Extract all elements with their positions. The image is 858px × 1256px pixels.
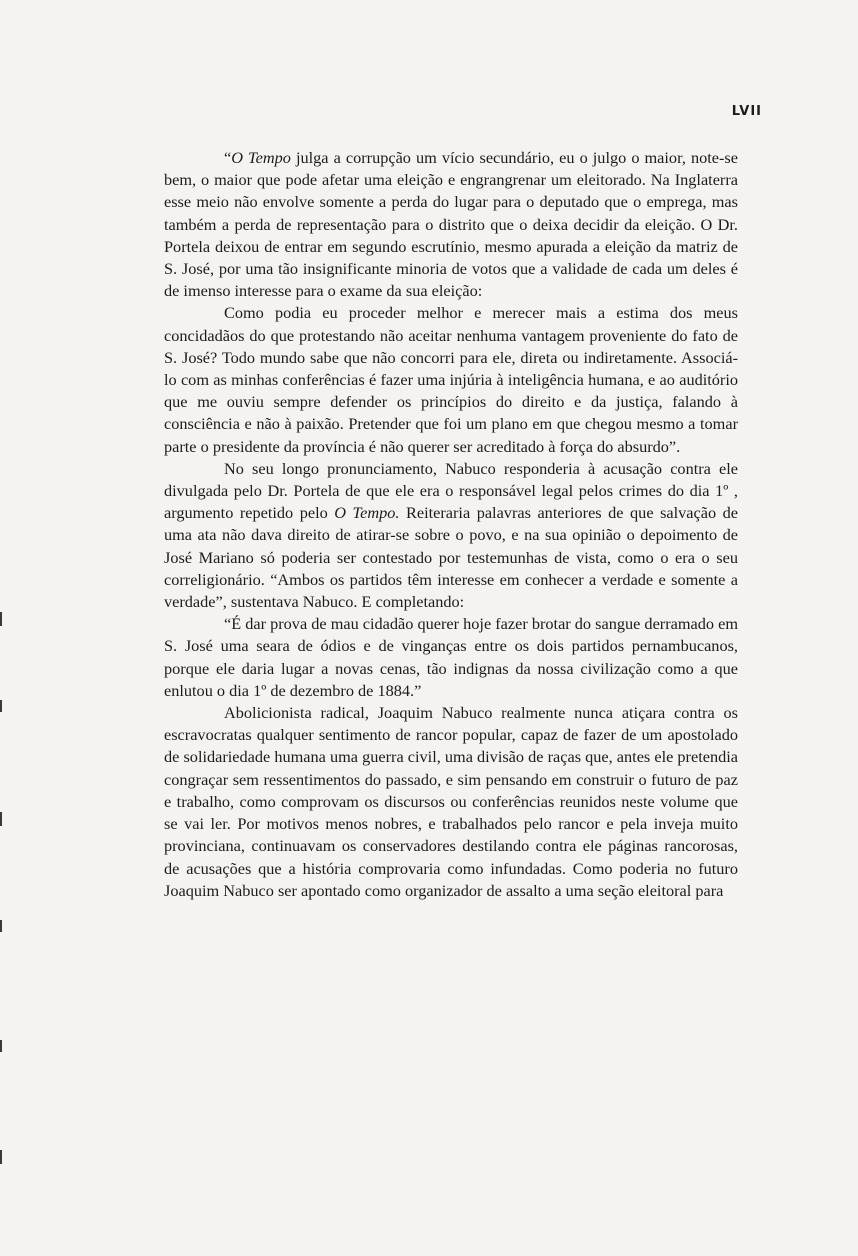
binding-edge-mark: [0, 1040, 2, 1052]
quote-open: “: [224, 148, 232, 167]
paragraph-3-text-before: No seu longo pronunciamento, Nabuco responderia à acusação contra ele divulgada pelo Dr. Portela de que ele era o responsável legal pelos crimes do dia 1º , argumento repetido pelo: [164, 458, 738, 523]
newspaper-title: O Tempo: [231, 148, 291, 167]
binding-edge-mark: [0, 1150, 2, 1164]
paragraph-5: Abolicionista radical, Joaquim Nabuco realmente nunca atiçara contra os escravocratas qualquer sentimento de rancor popular, capaz de fazer de um apostolado de solidariedade humana uma guerra civil, uma divisão de raças que, antes ele pretendia congraçar sem ressentimentos do passado, e sim pensando em construir o futuro de paz e trabalho, como comprovam os discursos ou conferências reunidos neste volume que se vai ler. Por motivos menos nobres, e trabalhados pelo rancor e pela inveja muito provinciana, continuavam os conservadores destilando contra ele páginas rancorosas, de acusações que a história comprovaria como infundadas. Como poderia no futuro Joaquim Nabuco ser apontado como organizador de assalto a uma seção eleitoral para: [164, 703, 738, 900]
binding-edge-mark: [0, 700, 2, 712]
body-text: [164, 147, 738, 902]
paragraph-3-text-after: Reiteraria palavras anteriores de que salvação de uma ata não dava direito de atirar-se sobre o povo, e na sua opinião o depoimento de José Mariano só poderia ser contestado por testemunhas de vista, como o era o seu correligionário. “Ambos os partidos têm interesse em conhecer a verdade e somente a verdade”, sustentava Nabuco. E completando:: [164, 503, 739, 612]
newspaper-title: O Tempo.: [334, 503, 400, 523]
binding-edge-mark: [0, 920, 2, 932]
binding-edge-mark: [0, 812, 2, 826]
paragraph-4: “É dar prova de mau cidadão querer hoje fazer brotar do sangue derramado em S. José uma seara de ódios e de vinganças entre os dois partidos pernambucanos, porque ele daria lugar a novas cenas, tão indignas da nossa civilização como a que enlutou o dia 1º de dezembro de 1884.”: [164, 614, 738, 700]
paragraph-3: [164, 458, 738, 613]
paragraph-1: [164, 147, 738, 302]
page-number: LVII: [731, 104, 762, 119]
binding-edge-mark: [0, 612, 2, 626]
paragraph-2: Como podia eu proceder melhor e merecer mais a estima dos meus concidadãos do que protestando não aceitar nenhuma vantagem proveniente do fato de S. José? Todo mundo sabe que não concorri para ele, direta ou indiretamente. Associá-lo com as minhas conferências é fazer uma injúria à inteligência humana, e ao auditório que me ouviu sempre defender os princípios do direito e da justiça, falando à consciência e não à paixão. Pretender que foi um plano em que chegou mesmo a tomar parte o presidente da província é não querer ser acreditado à força do absurdo”.: [164, 303, 738, 456]
paragraph-1-text: julga a corrupção um vício secundário, eu o julgo o maior, note-se bem, o maior que pode afetar uma eleição e engrangrenar um eleitorado. Na Inglaterra esse meio não envolve somente a perda do lugar para o deputado que o emprega, mas também a perda de representação para o distrito que o deixa decidir da eleição. O Dr. Portela deixou de entrar em segundo escrutínio, mesmo apurada a eleição da matriz de S. José, por uma tão insignificante minoria de votos que a validade de cada um deles é de imenso interesse para o exame da sua eleição:: [164, 148, 738, 301]
